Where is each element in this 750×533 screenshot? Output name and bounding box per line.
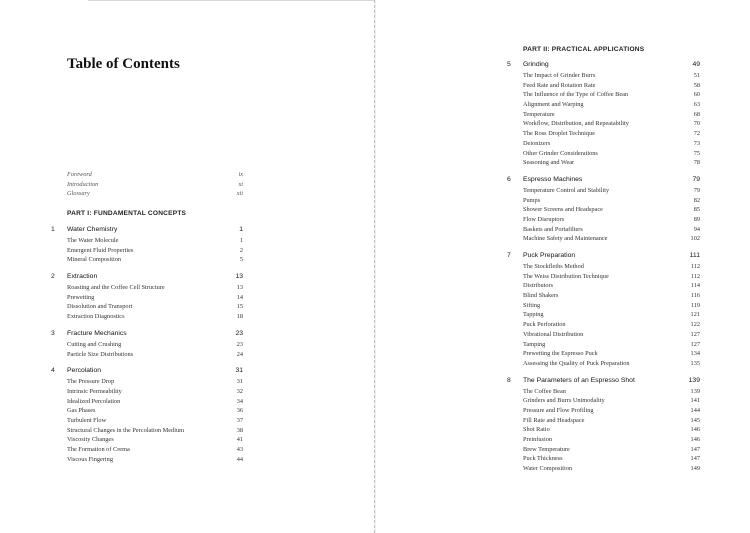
section-entry[interactable] — [67, 236, 243, 246]
section-entry[interactable] — [67, 445, 243, 455]
section-entry-page: 43 — [236, 446, 243, 453]
chapter-gap — [523, 474, 700, 480]
chapter-title: Water Chemistry — [67, 226, 118, 233]
section-entry-page: 145 — [690, 416, 700, 424]
section-entry-title: Workflow, Distribution, and Repeatability — [523, 120, 629, 128]
section-entry[interactable] — [523, 100, 700, 110]
section-entry-title: Flow Disruptors — [523, 215, 565, 223]
chapter-page: 13 — [235, 273, 243, 281]
section-entry-page: 23 — [236, 340, 243, 348]
section-entry-title: Roasting and the Coffee Cell Structure — [67, 284, 165, 292]
section-entry-title: Gas Phases — [67, 407, 96, 415]
section-entry-title: Cutting and Crushing — [67, 340, 122, 348]
chapter-number: 4 — [51, 367, 55, 375]
section-entry[interactable] — [523, 81, 700, 91]
chapter-title: Percolation — [67, 367, 102, 375]
section-entry-page: 134 — [690, 350, 700, 358]
section-entry-title: Viscous Fingering — [67, 455, 113, 463]
right-chapter-list — [507, 59, 700, 480]
section-entry[interactable] — [523, 464, 700, 474]
section-entry[interactable] — [523, 301, 700, 311]
section-entry-title: Distributors — [523, 282, 554, 290]
section-entry-title: Assessing the Quality of Puck Preparation — [523, 359, 630, 367]
section-entry-title: Puck Perforation — [523, 321, 566, 329]
section-entry-title: Dissolution and Transport — [67, 303, 133, 311]
section-entry[interactable] — [523, 272, 700, 282]
section-entry-page: 146 — [690, 426, 700, 434]
section-entry[interactable] — [523, 425, 700, 435]
section-entry[interactable] — [523, 454, 700, 464]
chapter-heading[interactable] — [51, 328, 243, 340]
chapter-page: 49 — [692, 61, 700, 68]
chapter-number: 3 — [51, 329, 55, 337]
section-entry-title: The Ross Droplet Technique — [523, 130, 596, 138]
front-matter-entry-page: ix — [238, 171, 243, 178]
section-entry-title: Viscosity Changes — [67, 436, 114, 444]
section-entry[interactable] — [523, 387, 700, 397]
section-entry-title: The Influence of the Type of Coffee Bean — [523, 91, 629, 99]
chapter-title: Extraction — [67, 273, 98, 281]
section-entry[interactable] — [67, 406, 243, 416]
section-entry[interactable] — [67, 312, 243, 322]
section-entry-page: 60 — [693, 91, 700, 99]
section-entry-page: 135 — [690, 359, 700, 367]
section-entry[interactable] — [523, 71, 700, 81]
section-entry-title: Intrinsic Permeability — [67, 387, 122, 395]
section-entry-page: 41 — [236, 436, 243, 444]
section-entry[interactable] — [523, 330, 700, 340]
chapter-page: 31 — [235, 367, 243, 375]
section-entry-page: 31 — [236, 378, 243, 386]
section-entry-title: Mineral Composition — [67, 256, 122, 264]
section-entry-page: 147 — [690, 455, 700, 463]
section-entry-page: 51 — [693, 72, 700, 79]
section-entry[interactable] — [67, 397, 243, 407]
section-entry[interactable] — [67, 416, 243, 426]
section-entry[interactable] — [523, 205, 700, 215]
front-matter-entry-title: Introduction — [67, 180, 99, 188]
chapter-heading[interactable] — [507, 174, 700, 186]
section-entry[interactable] — [67, 455, 243, 465]
chapter-heading[interactable] — [51, 224, 243, 236]
section-entry[interactable] — [523, 349, 700, 359]
section-entry-title: Other Grinder Considerations — [523, 149, 598, 157]
section-entry-title: Pressure and Flow Profiling — [523, 406, 594, 414]
section-entry[interactable] — [523, 445, 700, 455]
section-entry-page: 82 — [693, 196, 700, 204]
section-entry[interactable] — [523, 281, 700, 291]
section-entry[interactable] — [67, 246, 243, 256]
section-entry-title: The Coffee Bean — [523, 387, 566, 395]
section-entry[interactable] — [523, 110, 700, 120]
section-entry-title: The Impact of Grinder Burrs — [523, 72, 596, 79]
section-entry[interactable] — [523, 225, 700, 235]
section-entry[interactable] — [523, 262, 700, 272]
section-entry[interactable] — [523, 139, 700, 149]
front-matter-entry-page: xi — [238, 180, 243, 188]
page-gutter-divider — [374, 0, 375, 533]
section-entry-title: Fill Rate and Headspace — [523, 416, 585, 424]
chapter-title: Puck Preparation — [523, 252, 576, 259]
section-entry-title: Emergent Fluid Properties — [67, 246, 134, 254]
front-matter-list — [67, 170, 243, 199]
section-entry[interactable] — [523, 149, 700, 159]
section-entry-title: Puck Thickness — [523, 455, 563, 463]
section-entry-page: 32 — [236, 387, 243, 395]
section-entry[interactable] — [67, 283, 243, 293]
section-entry-title: Water Composition — [523, 465, 572, 473]
section-entry[interactable] — [67, 255, 243, 265]
section-entry-page: 1 — [239, 237, 243, 244]
section-entry-title: Temperature — [523, 110, 555, 118]
section-entry-page: 75 — [693, 149, 700, 157]
section-entry-page: 37 — [236, 416, 243, 424]
section-entry-page: 18 — [236, 313, 243, 321]
chapter-number: 7 — [507, 252, 511, 259]
section-entry-page: 70 — [693, 120, 700, 128]
section-entry-page: 121 — [690, 311, 700, 319]
front-matter-entry-title: Foreword — [67, 171, 92, 178]
section-entry-title: Alignment and Warping — [523, 101, 584, 109]
section-entry-page: 141 — [690, 397, 700, 405]
section-entry-title: Tapping — [523, 311, 544, 319]
section-entry-page: 149 — [690, 465, 700, 473]
section-entry-page: 13 — [236, 284, 243, 292]
chapter-heading[interactable] — [507, 59, 700, 71]
front-matter-entry[interactable] — [67, 189, 243, 199]
section-entry-title: Temperature Control and Stability — [523, 186, 610, 194]
front-matter-entry-page: xii — [236, 190, 243, 198]
section-entry-page: 78 — [693, 159, 700, 167]
chapter-page: 111 — [689, 252, 700, 259]
chapter-gap — [67, 464, 243, 470]
section-entry[interactable] — [67, 377, 243, 387]
section-entry-title: Extraction Diagnostics — [67, 313, 125, 321]
chapter-page: 23 — [235, 329, 243, 337]
section-entry[interactable] — [523, 320, 700, 330]
section-entry-title: Machine Safety and Maintenance — [523, 235, 608, 243]
section-entry-title: Prewetting — [67, 293, 95, 301]
front-matter-entry[interactable] — [67, 170, 243, 180]
top-rule — [88, 0, 374, 1]
section-entry[interactable] — [523, 435, 700, 445]
section-entry[interactable] — [523, 129, 700, 139]
chapter-number: 1 — [51, 226, 55, 233]
section-entry-page: 68 — [693, 110, 700, 118]
section-entry[interactable] — [67, 426, 243, 436]
section-entry-page: 73 — [693, 139, 700, 147]
part-two-heading: PART II: PRACTICAL APPLICATIONS — [523, 46, 645, 53]
section-entry[interactable] — [67, 435, 243, 445]
section-entry-title: Vibrational Distribution — [523, 330, 584, 338]
chapter-title: Fracture Mechanics — [67, 329, 127, 337]
section-entry-title: Idealized Percolation — [67, 397, 121, 405]
section-entry[interactable] — [523, 416, 700, 426]
chapter-heading[interactable] — [507, 250, 700, 262]
section-entry-page: 147 — [690, 445, 700, 453]
section-entry-page: 146 — [690, 436, 700, 443]
chapter-title: Grinding — [523, 61, 549, 68]
section-entry[interactable] — [67, 340, 243, 350]
left-chapter-list — [51, 224, 243, 470]
section-entry-page: 94 — [693, 225, 700, 233]
section-entry-title: Grinders and Burrs Unimodality — [523, 397, 605, 405]
section-entry[interactable] — [67, 387, 243, 397]
front-matter-entry[interactable] — [67, 180, 243, 190]
section-entry-title: Tamping — [523, 340, 546, 348]
chapter-heading[interactable] — [51, 365, 243, 377]
section-entry-title: The Stockfleths Method — [523, 263, 584, 270]
section-entry-page: 2 — [239, 246, 243, 254]
section-entry-page: 34 — [236, 397, 243, 405]
section-entry-page: 36 — [236, 407, 243, 415]
chapter-title: Espresso Machines — [523, 175, 583, 183]
page-title: Table of Contents — [67, 56, 180, 72]
section-entry-title: The Water Molecule — [67, 237, 119, 244]
section-entry[interactable] — [67, 293, 243, 303]
section-entry-title: The Formation of Crema — [67, 446, 130, 453]
section-entry-title: Pumps — [523, 196, 541, 204]
section-entry[interactable] — [523, 396, 700, 406]
section-entry-page: 127 — [690, 340, 700, 348]
section-entry-title: Particle Size Distributions — [67, 350, 134, 358]
section-entry-page: 114 — [690, 282, 700, 290]
section-entry-page: 14 — [236, 293, 243, 301]
section-entry-page: 24 — [236, 350, 243, 358]
section-entry-title: Seasoning and Wear — [523, 159, 575, 167]
section-entry-page: 5 — [239, 256, 243, 264]
section-entry-title: Preinfusion — [523, 436, 553, 443]
section-entry-page: 15 — [236, 303, 243, 311]
chapter-number: 5 — [507, 61, 511, 68]
section-entry[interactable] — [523, 234, 700, 244]
section-entry[interactable] — [523, 196, 700, 206]
part-one-heading: PART I: FUNDAMENTAL CONCEPTS — [67, 210, 187, 217]
chapter-title: The Parameters of an Espresso Shot — [523, 376, 635, 384]
section-entry-title: Turbulent Flow — [67, 416, 107, 424]
section-entry-page: 79 — [693, 186, 700, 194]
section-entry-page: 127 — [690, 330, 700, 338]
section-entry[interactable] — [523, 310, 700, 320]
section-entry[interactable] — [523, 186, 700, 196]
section-entry-title: Shot Ratio — [523, 426, 550, 434]
section-entry-page: 85 — [693, 206, 700, 214]
chapter-page: 139 — [688, 376, 700, 384]
section-entry-title: Structural Changes in the Percolation Medium — [67, 426, 184, 434]
section-entry[interactable] — [523, 158, 700, 168]
section-entry[interactable] — [523, 340, 700, 350]
chapter-number: 6 — [507, 175, 511, 183]
section-entry[interactable] — [523, 215, 700, 225]
section-entry-page: 102 — [690, 235, 700, 243]
section-entry[interactable] — [523, 406, 700, 416]
section-entry[interactable] — [523, 119, 700, 129]
section-entry[interactable] — [67, 350, 243, 360]
section-entry-title: Deionizers — [523, 139, 551, 147]
section-entry-page: 112 — [690, 272, 700, 280]
section-entry[interactable] — [523, 291, 700, 301]
front-matter-entry-title: Glossary — [67, 190, 90, 198]
section-entry-title: The Pressure Drop — [67, 378, 115, 386]
section-entry-title: Baskets and Portafilters — [523, 225, 583, 233]
chapter-heading[interactable] — [51, 271, 243, 283]
section-entry-page: 72 — [693, 130, 700, 138]
section-entry-page: 89 — [693, 215, 700, 223]
chapter-number: 8 — [507, 376, 511, 384]
section-entry[interactable] — [523, 90, 700, 100]
section-entry-title: The Weiss Distribution Technique — [523, 272, 609, 280]
section-entry-page: 119 — [690, 301, 700, 309]
section-entry-page: 144 — [690, 406, 700, 414]
chapter-heading[interactable] — [507, 375, 700, 387]
section-entry-title: Prewetting the Espresso Puck — [523, 350, 598, 358]
chapter-page: 79 — [692, 175, 700, 183]
section-entry-title: Blind Shakers — [523, 292, 559, 300]
section-entry-page: 116 — [690, 292, 700, 300]
section-entry-title: Brew Temperature — [523, 445, 570, 453]
section-entry-page: 139 — [690, 387, 700, 395]
section-entry-title: Shower Screens and Headspace — [523, 206, 603, 214]
chapter-number: 2 — [51, 273, 55, 281]
section-entry-page: 122 — [690, 321, 700, 329]
section-entry-title: Sifting — [523, 301, 541, 309]
chapter-page: 1 — [239, 226, 243, 233]
section-entry-page: 63 — [693, 101, 700, 109]
section-entry-title: Feed Rate and Rotation Rate — [523, 81, 596, 89]
section-entry-page: 112 — [690, 263, 700, 270]
section-entry[interactable] — [67, 302, 243, 312]
section-entry-page: 44 — [236, 455, 243, 463]
section-entry-page: 58 — [693, 81, 700, 89]
section-entry-page: 38 — [236, 426, 243, 434]
section-entry[interactable] — [523, 359, 700, 369]
